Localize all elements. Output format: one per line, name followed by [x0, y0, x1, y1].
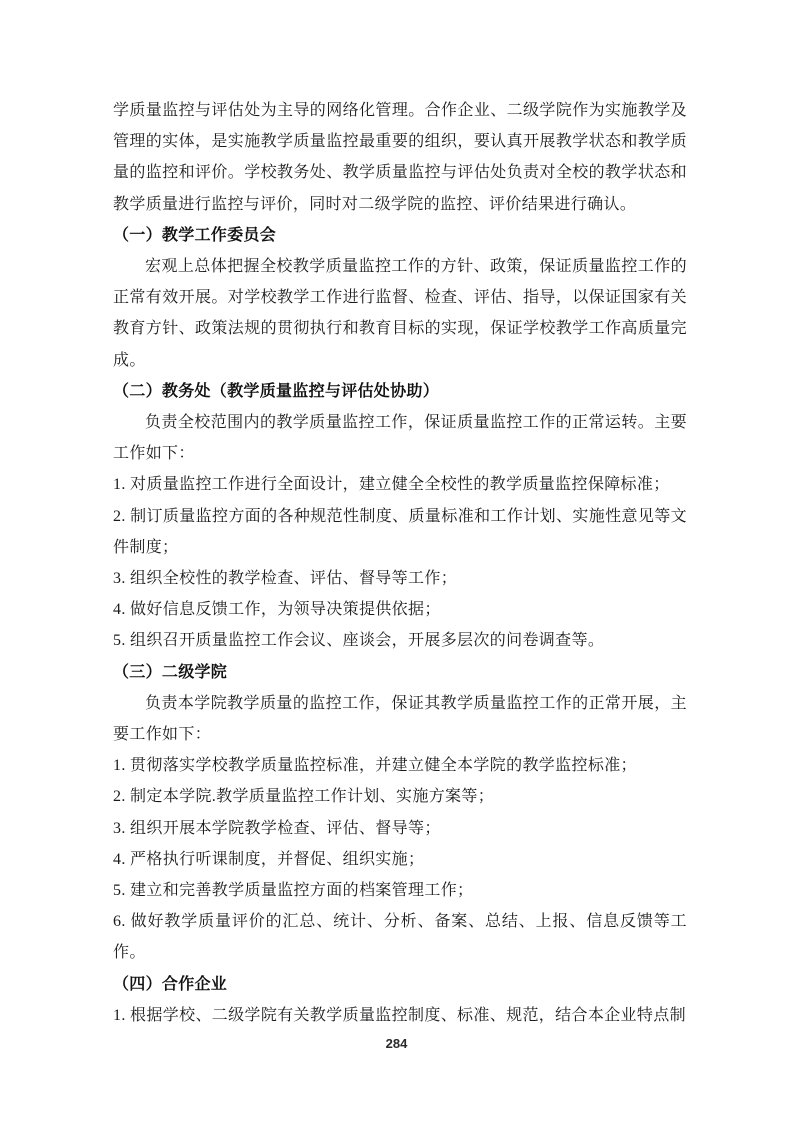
- section-3-heading: （三）二级学院: [113, 663, 228, 681]
- section-2-item-2: 2. 制订质量监控方面的各种规范性制度、质量标准和工作计划、实施性意见等文件制度；: [113, 507, 687, 556]
- section-3-item-2: 2. 制定本学院.教学质量监控工作计划、实施方案等；: [113, 788, 495, 806]
- section-2-heading: （二）教务处（教学质量监控与评估处协助）: [113, 382, 440, 400]
- section-4-heading: （四）合作企业: [113, 975, 228, 993]
- section-1-heading: （一）教学工作委员会: [113, 226, 277, 244]
- section-2-item-3: 3. 组织全校性的教学检查、评估、督导等工作；: [113, 570, 458, 588]
- section-2-item-5: 5. 组织召开质量监控工作会议、座谈会，开展多层次的问卷调查等。: [113, 632, 605, 650]
- section-1-paragraph: 宏观上总体把握全校教学质量监控工作的方针、政策，保证质量监控工作的正常有效开展。对学校教学工作进行监督、检查、评估、指导，以保证国家有关教育方针、政策法规的贯彻执行和教育目标的实现，保证学校教学工作高质量完成。: [113, 258, 687, 369]
- section-2-item-4: 4. 做好信息反馈工作，为领导决策提供依据；: [113, 601, 441, 619]
- section-2-paragraph: 负责全校范围内的教学质量监控工作，保证质量监控工作的正常运转。主要工作如下：: [113, 414, 687, 463]
- section-4-item-1: 1. 根据学校、二级学院有关教学质量监控制度、标准、规范，结合本企业特点制: [113, 1006, 686, 1024]
- intro-paragraph: 学质量监控与评估处为主导的网络化管理。合作企业、二级学院作为实施教学及管理的实体，是实施教学质量监控最重要的组织，要认真开展教学状态和教学质量的监控和评价。学校教务处、教学质量监控与评估处负责对全校的教学状态和教学质量进行监控与评价，同时对二级学院的监控、评价结果进行确认。: [113, 102, 687, 213]
- section-3-item-4: 4. 严格执行听课制度，并督促、组织实施；: [113, 850, 425, 868]
- section-2-item-1: 1. 对质量监控工作进行全面设计，建立健全全校性的教学质量监控保障标准；: [113, 476, 670, 494]
- section-3-item-5: 5. 建立和完善教学质量监控方面的档案管理工作；: [113, 882, 474, 900]
- document-content: [113, 95, 687, 1031]
- section-3-paragraph: 负责本学院教学质量的监控工作，保证其教学质量监控工作的正常开展，主要工作如下：: [113, 694, 687, 744]
- page-number: 284: [385, 1036, 408, 1051]
- section-3-item-1: 1. 贯彻落实学校教学质量监控标准，并建立健全本学院的教学监控标准；: [113, 757, 637, 775]
- section-3-item-3: 3. 组织开展本学院教学检查、评估、督导等；: [113, 819, 441, 837]
- section-3-item-6: 6. 做好教学质量评价的汇总、统计、分析、备案、总结、上报、信息反馈等工作。: [113, 913, 687, 962]
